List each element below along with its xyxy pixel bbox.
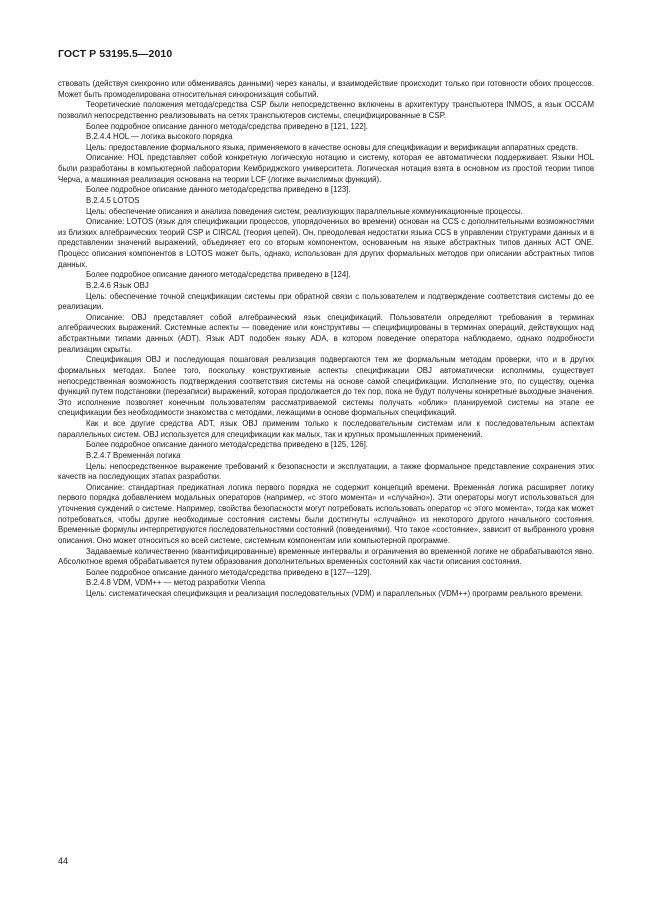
body-paragraph: Описание: HOL представляет собой конкретную логическую нотацию и систему, которая ее автоматически поддерживает. Языки HOL были разработаны в компьютерной лаборатории Кембриджского университета. Логическая нотация взята в основном из простой теории типов Черча, а машинная реализация основана на теории LCF (логике вычислимых функций). [58, 153, 594, 184]
body-paragraph: Как и все другие средства ADT, язык OBJ применим только к последовательным системам или к последовательным аспектам параллельных систем. OBJ используется для спецификации как малых, так и крупных промышленных применений. [58, 419, 594, 439]
body-paragraph: B.2.4.5 LOTOS [86, 195, 140, 205]
body-paragraph: B.2.4.7 Временна́я логика [86, 450, 181, 460]
page-number: 44 [58, 856, 69, 866]
body-paragraph: ствовать (действуя синхронно или обмениваясь данными) через каналы, и взаимодействие происходит только при готовности обоих процессов. Может быть промоделирована относительная синхронизация событий. [58, 79, 594, 99]
body-paragraph: Более подробное описание данного метода/средства приведено в [121, 122]. [86, 121, 368, 131]
body-paragraph: Более подробное описание данного метода/средства приведено в [123]. [86, 185, 351, 195]
body-paragraph: Цель: непосредственное выражение требований к безопасности и эксплуатации, а также формальное представление сохранения этих качеств на последующих этапах разработки. [58, 461, 594, 482]
body-paragraph: Цель: обеспечение описания и анализа поведения систем, реализующих параллельные коммуникационные процессы. [86, 206, 523, 216]
body-paragraph: Теоретические положения метода/средства CSP были непосредственно включены в архитектуру транспьютера INMOS, а язык OCCAM позволил непосредственно реализовывать на сетях транспьютеров системы, специфицированные в CSP. [58, 100, 594, 120]
body-paragraph: Описание: LOTOS (язык для спецификации процессов, упорядоченных во времени) основан на CCS с дополнительными возможностями из близких алгебраических теорий CSP и CIRCAL (теория цепей). Он, преодолевая недостатки языка CCS в управлении структурами данных и в представлении значений выражений, объединяет его со вторым компонентом, основанным на языке абстрактных типов данных ACT ONE. Процесс описания компонентов в LOTOS может быть, однако, использован для других формальных методов при описании абстрактных типов данных. [58, 217, 594, 269]
body-paragraph: Описание: стандартная предикатная логика первого порядка не содержит концепций времени. Временна́я логика расширяет логику первого порядка добавлением модальных операторов (например, «с этого момента» и «случайно»). Эти операторы могут использоваться для уточнения суждений о системе. Например, свойства безопасности могут потребовать использовать оператор «с этого момента», тогда как может потребоваться, чтобы другие необходимые состояния системы были достигнуты «случайно» из некоторого другого начального состояния. Временные формулы интерпретируются последовательностями состояний (поведениями). Что такое «состояние», зависит от выбранного уровня описания. Оно может относиться ко всей системе, системным компонентам или компьютерной программе. [58, 482, 594, 545]
body-paragraph: Более подробное описание данного метода/средства приведено в [124]. [86, 270, 351, 280]
body-paragraph: Более подробное описание данного метода/средства приведено в [127—129]. [86, 567, 372, 577]
document-header: ГОСТ Р 53195.5—2010 [58, 48, 173, 60]
body-paragraph: Цель: предоставление формального языка, применяемого в качестве основы для спецификации и верификации аппаратных средств. [86, 142, 578, 152]
body-paragraph: Цель: обеспечение точной спецификации системы при обратной связи с пользователем и подтверждение соответствия системы до ее реализации. [58, 291, 594, 312]
body-paragraph: Более подробное описание данного метода/средства приведено в [125, 126]. [86, 440, 368, 450]
body-paragraph: Спецификация OBJ и последующая пошаговая реализация подвергаются тем же формальным методам проверки, что и в других формальных методах. Более того, поскольку конструктивные аспекты спецификации OBJ автоматически исполнимы, существует непосредственная возможность подтверждения соответствия системы на основе самой спецификации. Исполнение это, по существу, оценка функций путем подстановки (перезаписи) выражений, которая продолжается до тех пор, пока не будут получены конкретные выходные значения. Это исполнение позволяет конечным пользователям рассматриваемой системы получать «облик» планируемой системы на этапе ее спецификации без необходимости знакомства с методами, лежащими в основе формальных спецификаций. [58, 355, 594, 418]
body-paragraph: B.2.4.4 HOL — логика высокого порядка [86, 132, 233, 142]
document-body [58, 79, 594, 600]
body-paragraph: Описание: OBJ представляет собой алгебраический язык спецификаций. Пользователи определяют требования в терминах алгебраических выражений. Системные аспекты — поведение или конструктивы — специфицированы в терминах операций, действующих над абстрактными типами данных (ADT). Язык ADT подобен языку ADA, в котором поведение оператора наблюдаемо, однако подробности реализации скрыты. [58, 312, 594, 354]
body-paragraph: B.2.4.6 Язык OBJ [86, 280, 149, 290]
body-paragraph: Цель: систематическая спецификация и реализация последовательных (VDM) и параллельных (VDM++) программ реального времени. [86, 589, 584, 598]
body-paragraph: Задаваемые количественно (квантифицированные) временные интервалы и ограничения во временной логике не обрабатываются явно. Абсолютное время обрабатывается путем образования дополнительных временны́х состояний как части описания состояния. [58, 546, 594, 567]
body-paragraph: B.2.4.8 VDM, VDM++ — метод разработки Vienna [86, 578, 266, 588]
